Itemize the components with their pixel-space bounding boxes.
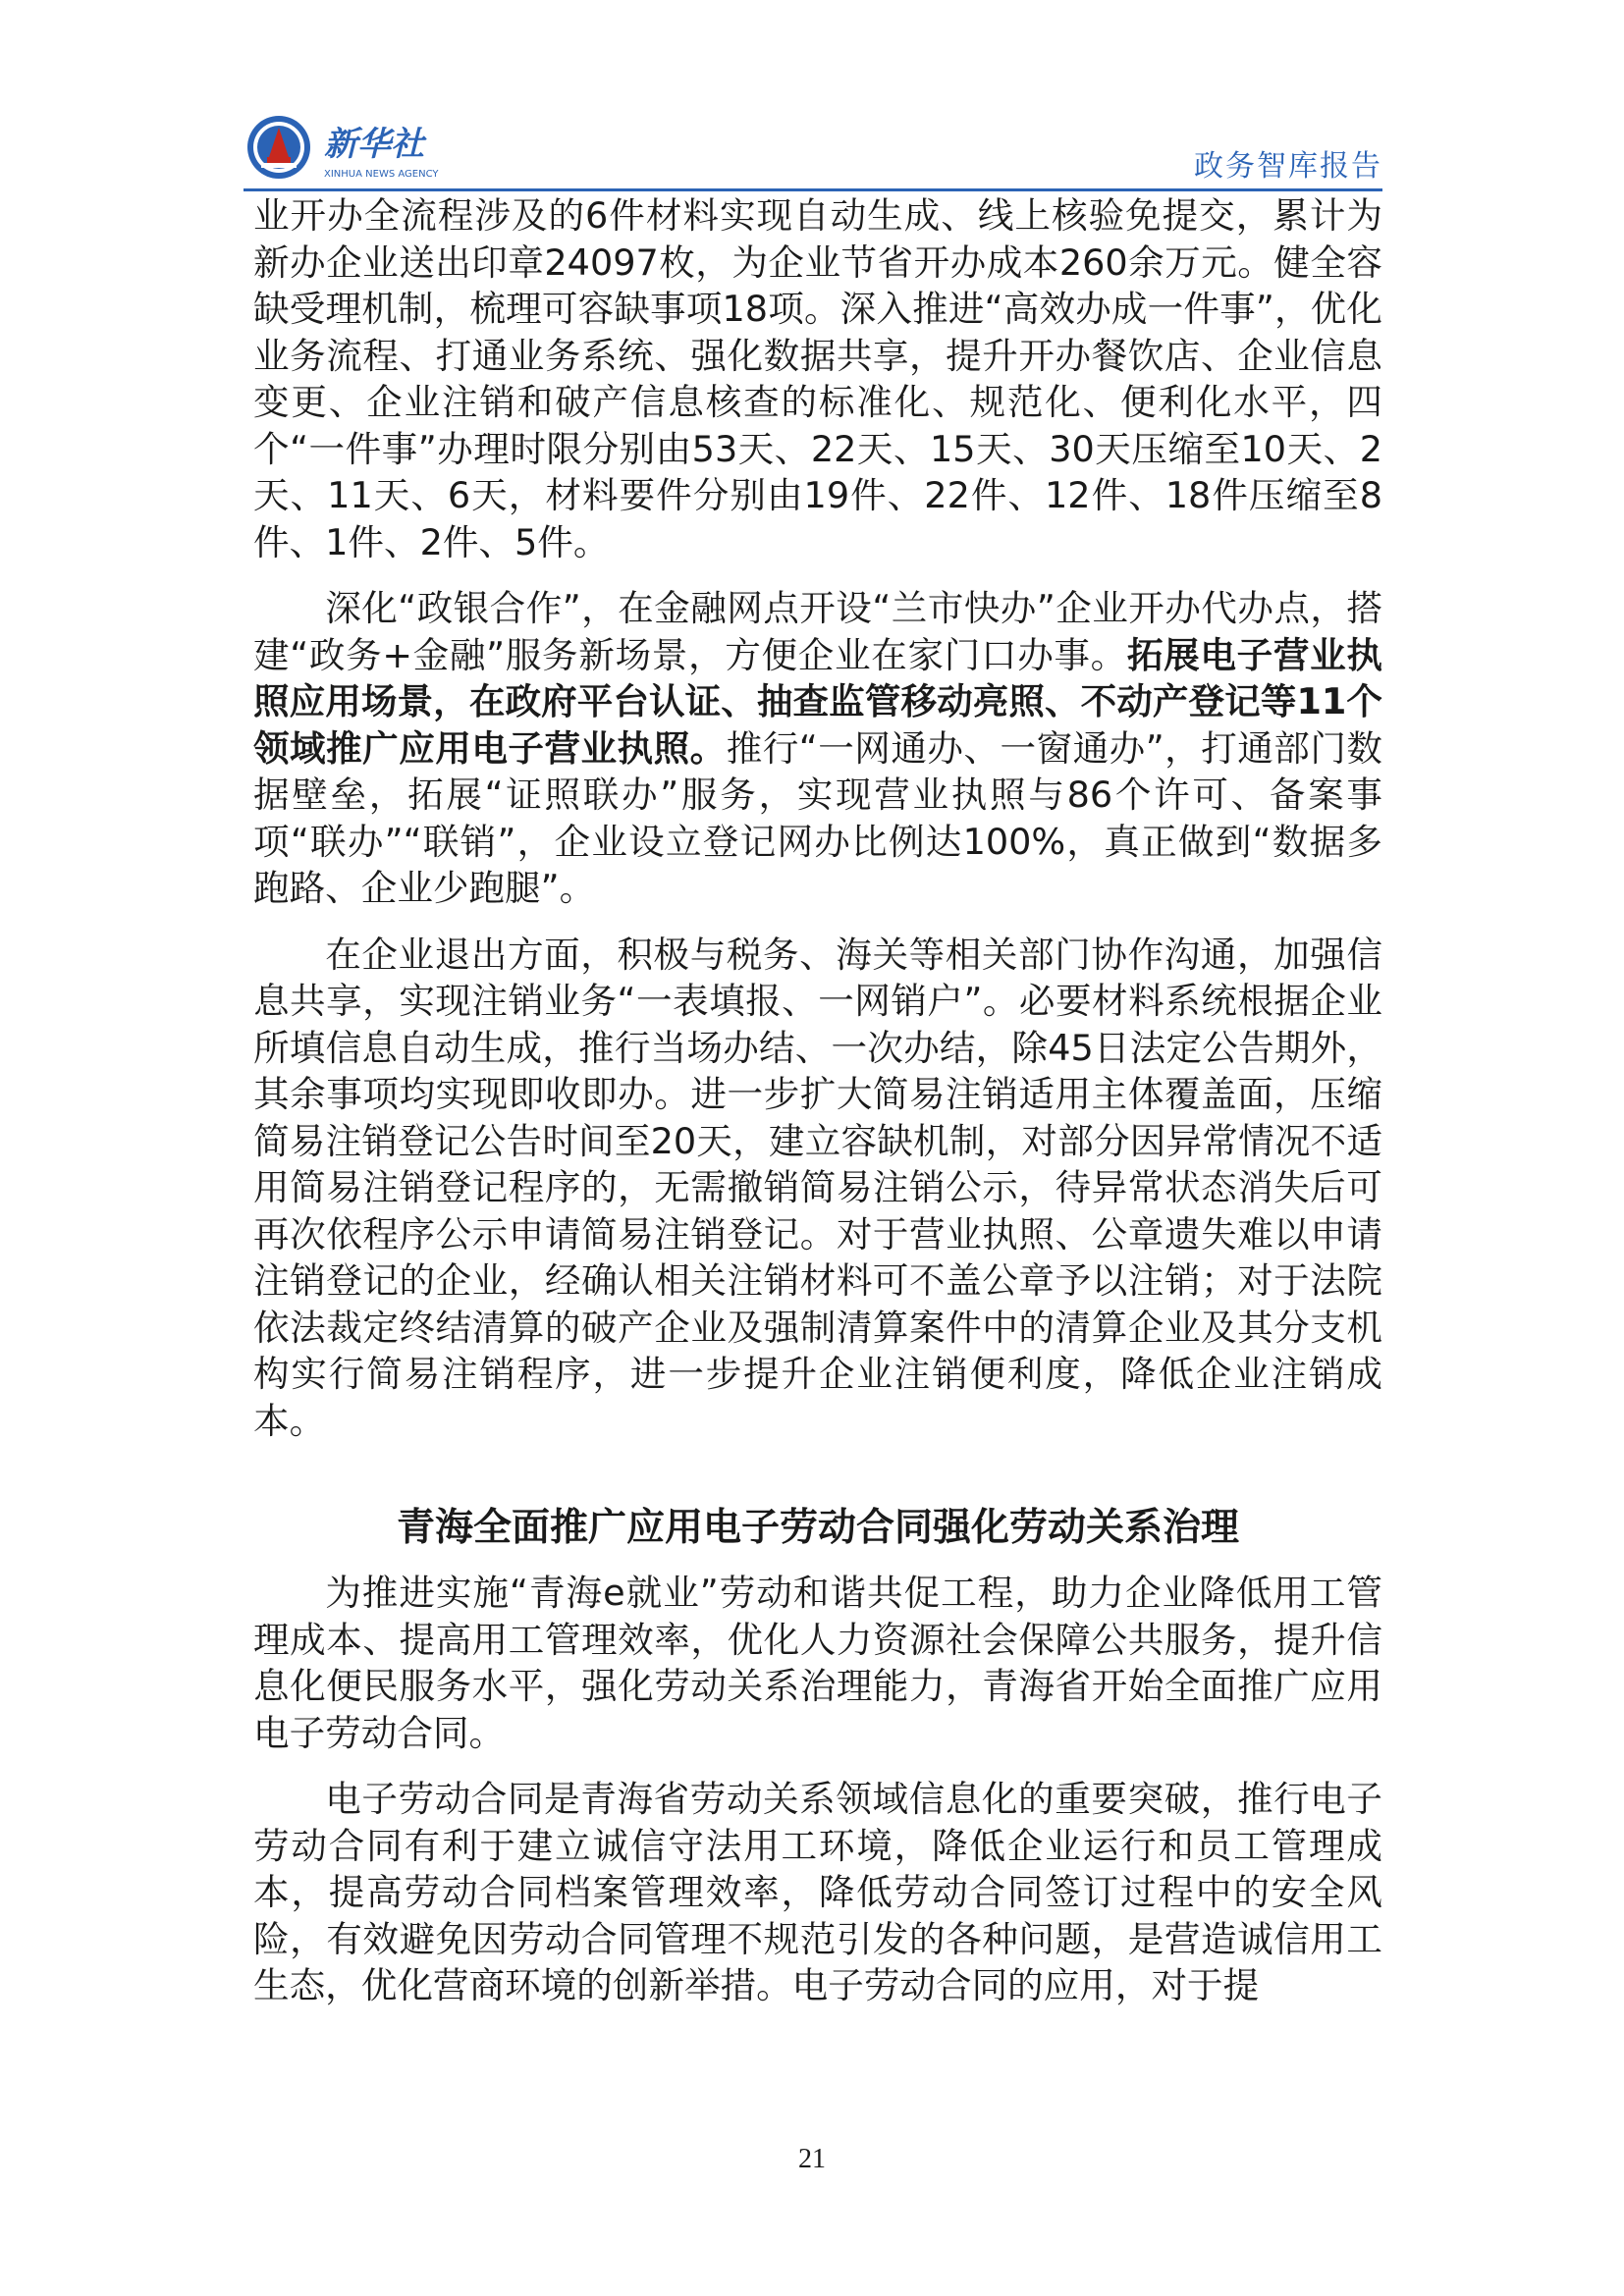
body-paragraph bbox=[253, 932, 1382, 1445]
page-header bbox=[244, 106, 1382, 190]
paragraph-text: 推行“一网通办、一窗通办”，打通部门数据壁垒，拓展“证照联办”服务，实现营业执照与86个许可、备案事项“联办”“联销”，企业设立登记网办比例达100%，真正做到“数据多跑路、企业少跑腿”。 bbox=[253, 726, 1382, 909]
paragraph-text: 深化“政银合作”，在金融网点开设“兰市快办”企业开办代办点，搭建“政务+金融”服务新场景，方便企业在家门口办事。 bbox=[253, 587, 1382, 676]
header-divider bbox=[244, 188, 1382, 191]
body-paragraph bbox=[253, 585, 1382, 912]
xinhua-emblem-icon bbox=[244, 112, 499, 183]
section-paragraph: 为推进实施“青海e就业”劳动和谐共促工程，助力企业降低用工管理成本、提高用工管理效率，优化人力资源社会保障公共服务，提升信息化便民服务水平，强化劳动关系治理能力，青海省开始全面推广应用电子劳动合同。 bbox=[253, 1572, 1382, 1754]
section-heading: 青海全面推广应用电子劳动合同强化劳动关系治理 bbox=[396, 1506, 1239, 1550]
article-body bbox=[253, 192, 1382, 2009]
report-series-title: 政务智库报告 bbox=[1194, 149, 1382, 184]
svg-text:新华社: 新华社 bbox=[324, 125, 424, 164]
svg-text:XINHUA NEWS AGENCY: XINHUA NEWS AGENCY bbox=[324, 169, 439, 180]
section-paragraph: 电子劳动合同是青海省劳动关系领域信息化的重要突破，推行电子劳动合同有利于建立诚信守法用工环境，降低企业运行和员工管理成本，提高劳动合同档案管理效率，降低劳动合同签订过程中的安全风险，有效避免因劳动合同管理不规范引发的各种问题，是营造诚信用工生态，优化营商环境的创新举措。电子劳动合同的应用，对于提 bbox=[253, 1778, 1382, 2006]
page-number: 21 bbox=[798, 2144, 826, 2174]
xinhua-logo bbox=[244, 112, 499, 183]
paragraph-bold-text: 拓展电子营业执照应用场景，在政府平台认证、抽查监管移动亮照、不动产登记等11个领域推广应用电子营业执照。 bbox=[253, 633, 1382, 770]
paragraph-text: 在企业退出方面，积极与税务、海关等相关部门协作沟通，加强信息共享，实现注销业务“一表填报、一网销户”。必要材料系统根据企业所填信息自动生成，推行当场办结、一次办结，除45日法定公告期外，其余事项均实现即收即办。进一步扩大简易注销适用主体覆盖面，压缩简易注销登记公告时间至20天，建立容缺机制，对部分因异常情况不适用简易注销登记程序的，无需撤销简易注销公示，待异常状态消失后可再次依程序公示申请简易注销登记。对于营业执照、公章遗失难以申请注销登记的企业，经确认相关注销材料可不盖公章予以注销；对于法院依法裁定终结清算的破产企业及强制清算案件中的清算企业及其分支机构实行简易注销程序，进一步提升企业注销便利度，降低企业注销成本。 bbox=[253, 933, 1382, 1442]
paragraph-text: 业开办全流程涉及的6件材料实现自动生成、线上核验免提交，累计为新办企业送出印章24097枚，为企业节省开办成本260余万元。健全容缺受理机制，梳理可容缺事项18项。深入推进“高效办成一件事”，优化业务流程、打通业务系统、强化数据共享，提升开办餐饮店、企业信息变更、企业注销和破产信息核查的标准化、规范化、便利化水平，四个“一件事”办理时限分别由53天、22天、15天、30天压缩至10天、2天、11天、6天，材料要件分别由19件、22件、12件、18件压缩至8件、1件、2件、5件。 bbox=[253, 194, 1382, 563]
body-paragraph bbox=[253, 192, 1382, 565]
